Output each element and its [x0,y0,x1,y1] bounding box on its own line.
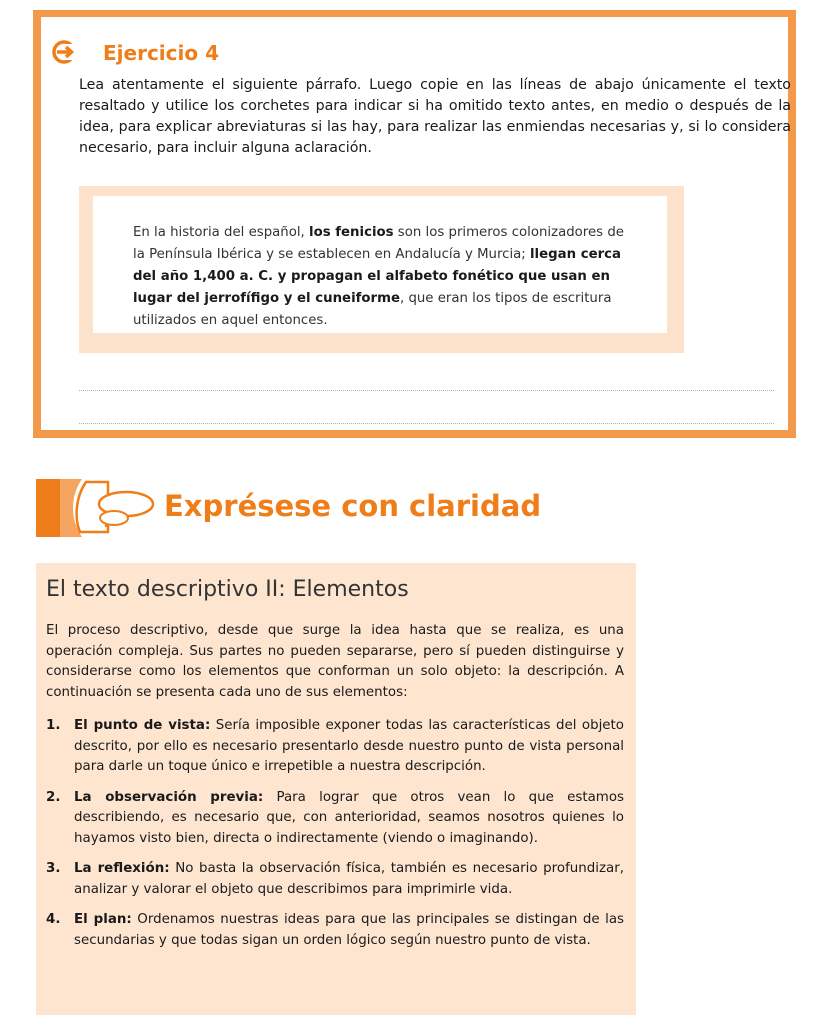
item-text: Sería imposible exponer todas las características del objeto descrito, por ello es necesario presentarlo desde nuestro punto de vista personal para darle un toque único e irrepetible a nuestra descripción. [74,718,624,774]
descriptive-title: El texto descriptivo II: Elementos [46,577,409,602]
quote-text: En la historia del español, [133,225,310,240]
item-text: Ordenamos nuestras ideas para que las principales se distingan de las secundarias y que todas sigan un orden lógico según nuestro punto de vista. [74,912,624,948]
quote-paragraph [133,222,633,332]
item-number: 1. [46,718,61,733]
descriptive-box [36,563,636,1015]
item-term: El plan: [74,912,132,927]
exercise-box [33,10,796,438]
exercise-title: Ejercicio 4 [103,41,219,65]
item-term: El punto de vista: [74,718,211,733]
quote-highlight: llegan cerca del año 1,400 a. C. y propagan el alfabeto fonético que usan en lugar del jerrofífigo y el cuneiforme [133,247,622,306]
answer-line[interactable] [79,423,774,424]
speech-bubbles-icon [60,474,160,540]
quote-highlight: los fenicios [309,225,394,240]
list-item [46,859,624,900]
exercise-instructions: Lea atentamente el siguiente párrafo. Luego copie en las líneas de abajo únicamente el texto resaltado y utilice los corchetes para indicar si ha omitido texto antes, en medio o después de la idea, para explicar abreviaturas si las hay, para realizar las enmiendas necesarias y, si lo considera necesario, para incluir alguna aclaración. [79,77,791,156]
quote-text: , que eran los tipos de escritura utilizados en aquel entonces. [133,291,612,328]
list-item [46,910,624,951]
section-accent-bar [36,479,60,537]
arrow-circle-icon [51,39,77,65]
item-term: La observación previa: [74,789,264,805]
list-item [46,788,624,850]
list-item [46,716,624,778]
quote-text: son los primeros colonizadores de la Península Ibérica y se establecen en Andalucía y Murcia; [133,225,624,262]
item-text: Para lograr que otros vean lo que estamos describiendo, es necesario que, con anterioridad, seamos nosotros quienes lo hayamos visto bien, directa o indirectamente (viendo o imaginando). [74,789,625,846]
item-number: 2. [46,789,61,805]
elements-list [46,716,624,961]
quote-frame [79,186,684,353]
quote-box [93,196,667,333]
descriptive-intro: El proceso descriptivo, desde que surge la idea hasta que se realiza, es una operación compleja. Sus partes no pueden separarse, pero sí pueden distinguirse y considerarse como los elementos que conforman un solo objeto: la descripción. A continuación se presenta cada uno de sus elementos: [46,623,624,700]
answer-line[interactable] [79,390,774,391]
item-number: 4. [46,912,61,927]
item-term: La reflexión: [74,861,170,876]
section-title: Exprésese con claridad [164,489,542,523]
item-number: 3. [46,861,61,876]
item-text: No basta la observación física, también es necesario profundizar, analizar y valorar el objeto que describimos para imprimirle vida. [74,861,624,897]
